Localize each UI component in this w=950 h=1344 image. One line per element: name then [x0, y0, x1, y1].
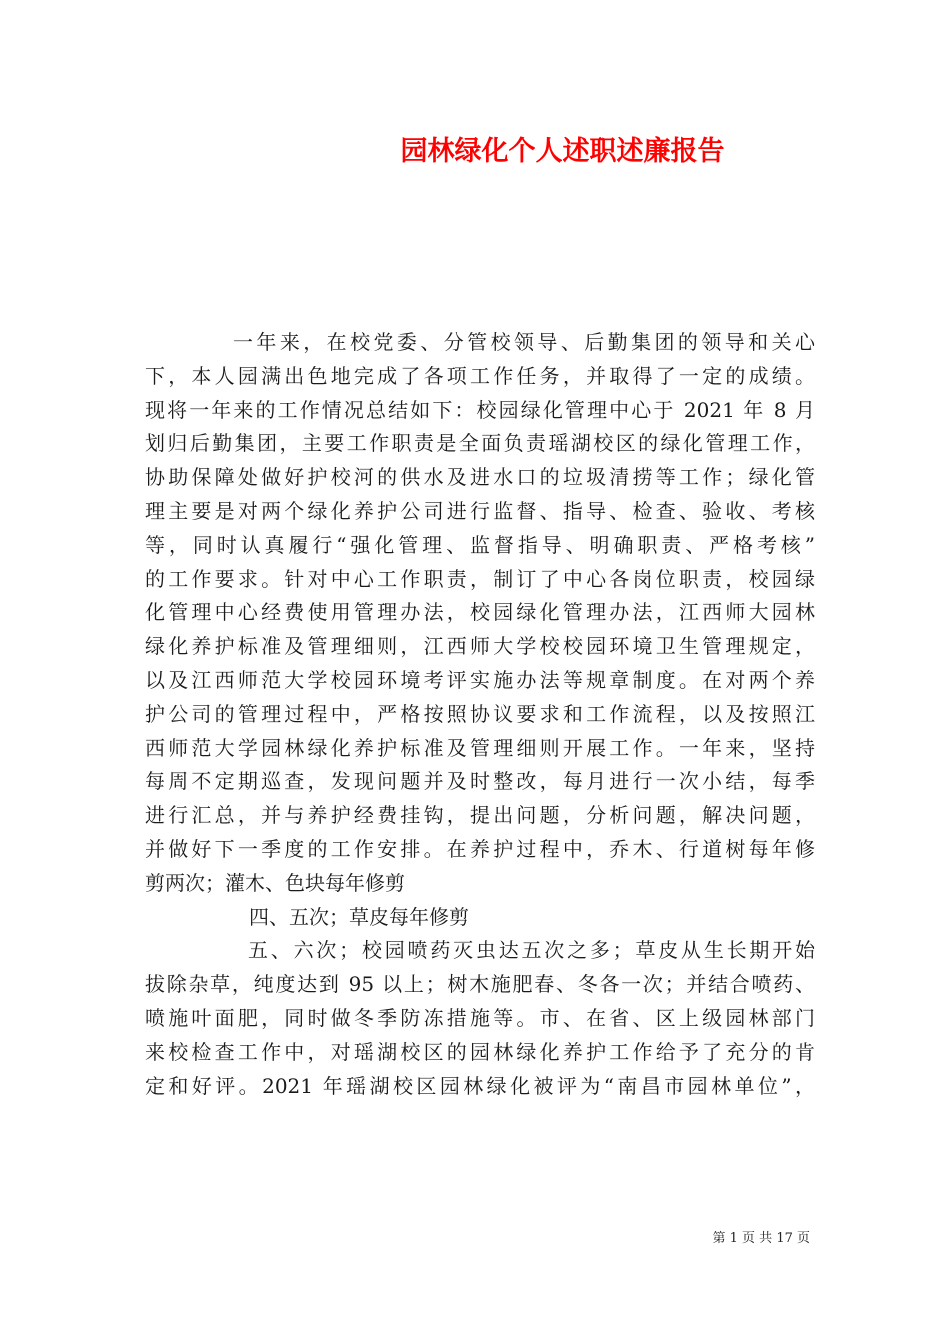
body-line: 等，同时认真履行“强化管理、监督指导、明确职责、严格考核”: [145, 532, 815, 557]
body-line: 并做好下一季度的工作安排。在养护过程中，乔木、行道树每年修: [145, 836, 815, 861]
document-body: [145, 326, 815, 1103]
body-line: 绿化养护标准及管理细则，江西师大学校校园环境卫生管理规定，: [145, 634, 815, 659]
body-line: 来校检查工作中，对瑶湖校区的园林绿化养护工作给予了充分的肯: [145, 1039, 815, 1064]
body-line: 划归后勤集团，主要工作职责是全面负责瑶湖校区的绿化管理工作，: [145, 431, 815, 456]
body-line: 西师范大学园林绿化养护标准及管理细则开展工作。一年来，坚持: [145, 735, 815, 760]
body-line: 协助保障处做好护校河的供水及进水口的垃圾清捞等工作；绿化管: [145, 465, 815, 490]
body-line: 四、五次；草皮每年修剪: [249, 904, 469, 929]
body-line: 一年来，在校党委、分管校领导、后勤集团的领导和关心: [233, 330, 815, 354]
body-line: 剪两次；灌木、色块每年修剪: [145, 870, 405, 895]
body-line: 每周不定期巡查，发现问题并及时整改，每月进行一次小结，每季: [145, 769, 815, 794]
body-line: 的工作要求。针对中心工作职责，制订了中心各岗位职责，校园绿: [145, 566, 815, 591]
document-title: 园林绿化个人述职述廉报告: [400, 136, 725, 167]
page-number-footer: 第 1 页 共 17 页: [712, 1231, 810, 1246]
body-line: 拔除杂草，纯度达到 95 以上；树木施肥春、冬各一次；并结合喷药、: [145, 972, 815, 997]
body-line: 下，本人园满出色地完成了各项工作任务，并取得了一定的成绩。: [145, 363, 815, 388]
body-line: 定和好评。2021 年瑶湖校区园林绿化被评为“南昌市园林单位”，: [145, 1073, 815, 1098]
body-line: 以及江西师范大学校园环境考评实施办法等规章制度。在对两个养: [145, 667, 815, 692]
body-line: 五、六次；校园喷药灭虫达五次之多；草皮从生长期开始: [248, 938, 815, 963]
body-line: 护公司的管理过程中，严格按照协议要求和工作流程，以及按照江: [145, 701, 815, 726]
body-line: 喷施叶面肥，同时做冬季防冻措施等。市、在省、区上级园林部门: [145, 1005, 815, 1030]
body-line: 理主要是对两个绿化养护公司进行监督、指导、检查、验收、考核: [145, 498, 815, 523]
body-line: 进行汇总，并与养护经费挂钩，提出问题，分析问题，解决问题，: [145, 803, 815, 828]
body-line: 现将一年来的工作情况总结如下：校园绿化管理中心于 2021 年 8 月: [145, 397, 815, 422]
body-line: 化管理中心经费使用管理办法，校园绿化管理办法，江西师大园林: [145, 600, 815, 625]
